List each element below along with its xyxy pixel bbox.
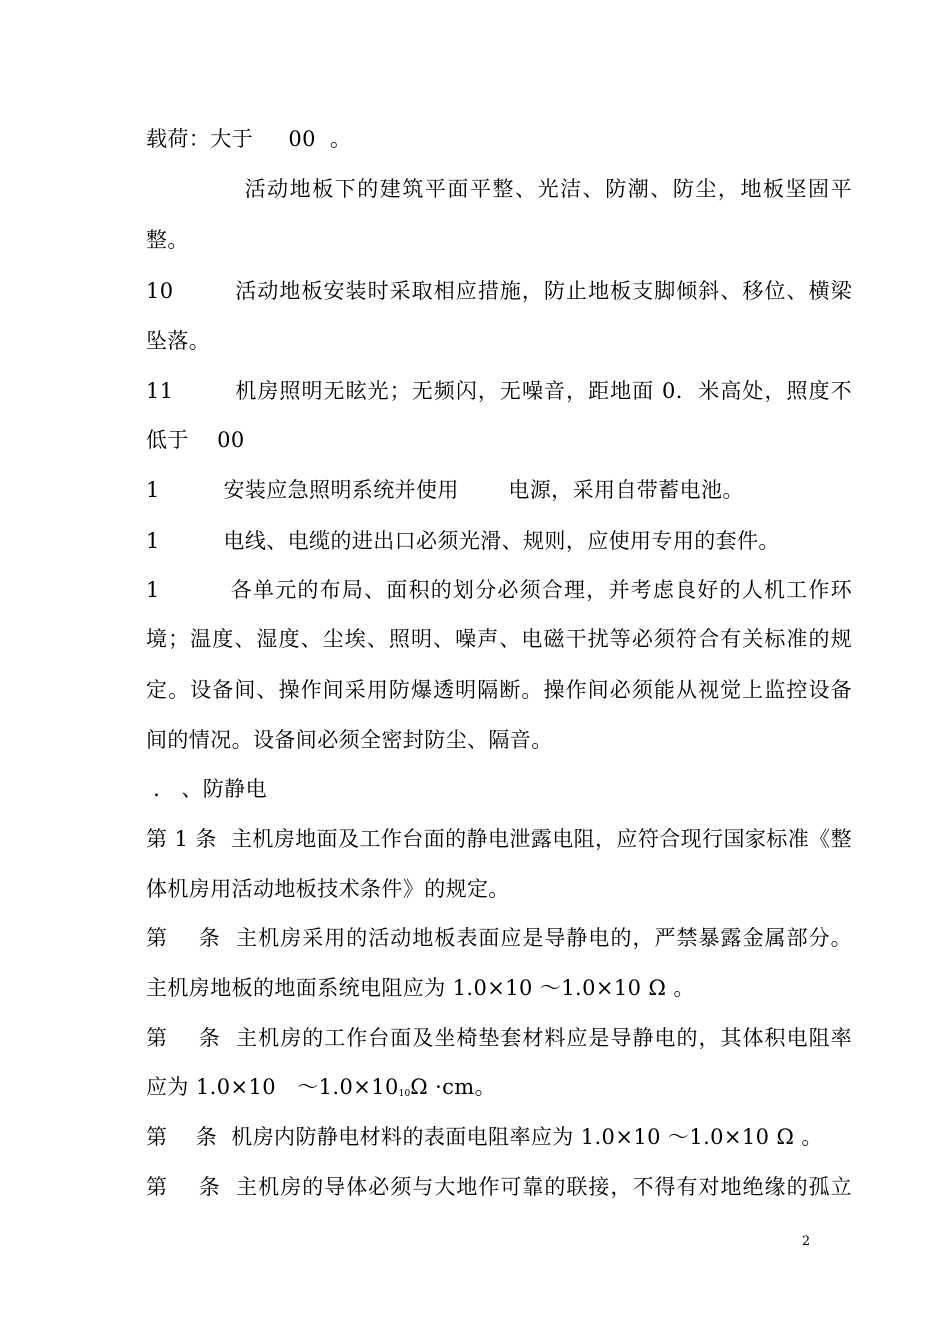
subscript-exponent: 10: [398, 1089, 411, 1099]
page-number: 2: [801, 1234, 811, 1249]
text-line: 10 活动地板安装时采取相应措施，防止地板支脚倾斜、移位、横梁: [146, 279, 852, 303]
text-line: [146, 1072, 852, 1102]
text-line: 间的情况。设备间必须全密封防尘、隔音。: [146, 728, 553, 752]
text-line: 11 机房照明无眩光；无频闪，无噪音，距地面 0. 米高处，照度不: [146, 379, 852, 403]
text-line: 1 安装应急照明系统并使用 电源，采用自带蓄电池。: [146, 478, 744, 502]
text-line: 第 1 条 主机房地面及工作台面的静电泄露电阻，应符合现行国家标准《整: [146, 827, 852, 851]
text-line: 境；温度、湿度、尘埃、照明、噪声、电磁干扰等必须符合有关标准的规: [146, 627, 852, 651]
text-line: 主机房地板的地面系统电阻应为 1.0×10 ～1.0×10 Ω 。: [146, 976, 695, 1000]
text-line: 第 条 主机房的导体必须与大地作可靠的联接，不得有对地绝缘的孤立: [146, 1175, 852, 1199]
text-line: 坠落。: [146, 329, 211, 353]
text-line: 载荷：大于 00 。: [146, 127, 352, 151]
text-line: 第 条 主机房的工作台面及坐椅垫套材料应是导静电的，其体积电阻率: [146, 1026, 852, 1050]
text-line: 体机房用活动地板技术条件》的规定。: [146, 877, 510, 901]
text-line: 第 条 主机房采用的活动地板表面应是导静电的，严禁暴露金属部分。: [146, 926, 852, 950]
text-line: 第 条 机房内防静电材料的表面电阻率应为 1.0×10 ～1.0×10 Ω 。: [146, 1125, 823, 1149]
text-line: 低于 00: [146, 428, 245, 452]
resistivity-unit: Ω ·cm。: [410, 1075, 497, 1099]
text-line: 定。设备间、操作间采用防爆透明隔断。操作间必须能从视觉上监控设备: [146, 678, 852, 702]
resistivity-range: 应为 1.0×10 ～1.0×10: [146, 1075, 399, 1099]
text-line: 整。: [146, 228, 189, 252]
text-line: 活动地板下的建筑平面平整、光洁、防潮、防尘，地板坚固平: [146, 177, 852, 201]
text-line: 1 电线、电缆的进出口必须光滑、规则，应使用专用的套件。: [146, 529, 780, 553]
section-heading: . 、防静电: [146, 777, 267, 801]
text-line: 1 各单元的布局、面积的划分必须合理，并考虑良好的人机工作环: [146, 578, 852, 602]
